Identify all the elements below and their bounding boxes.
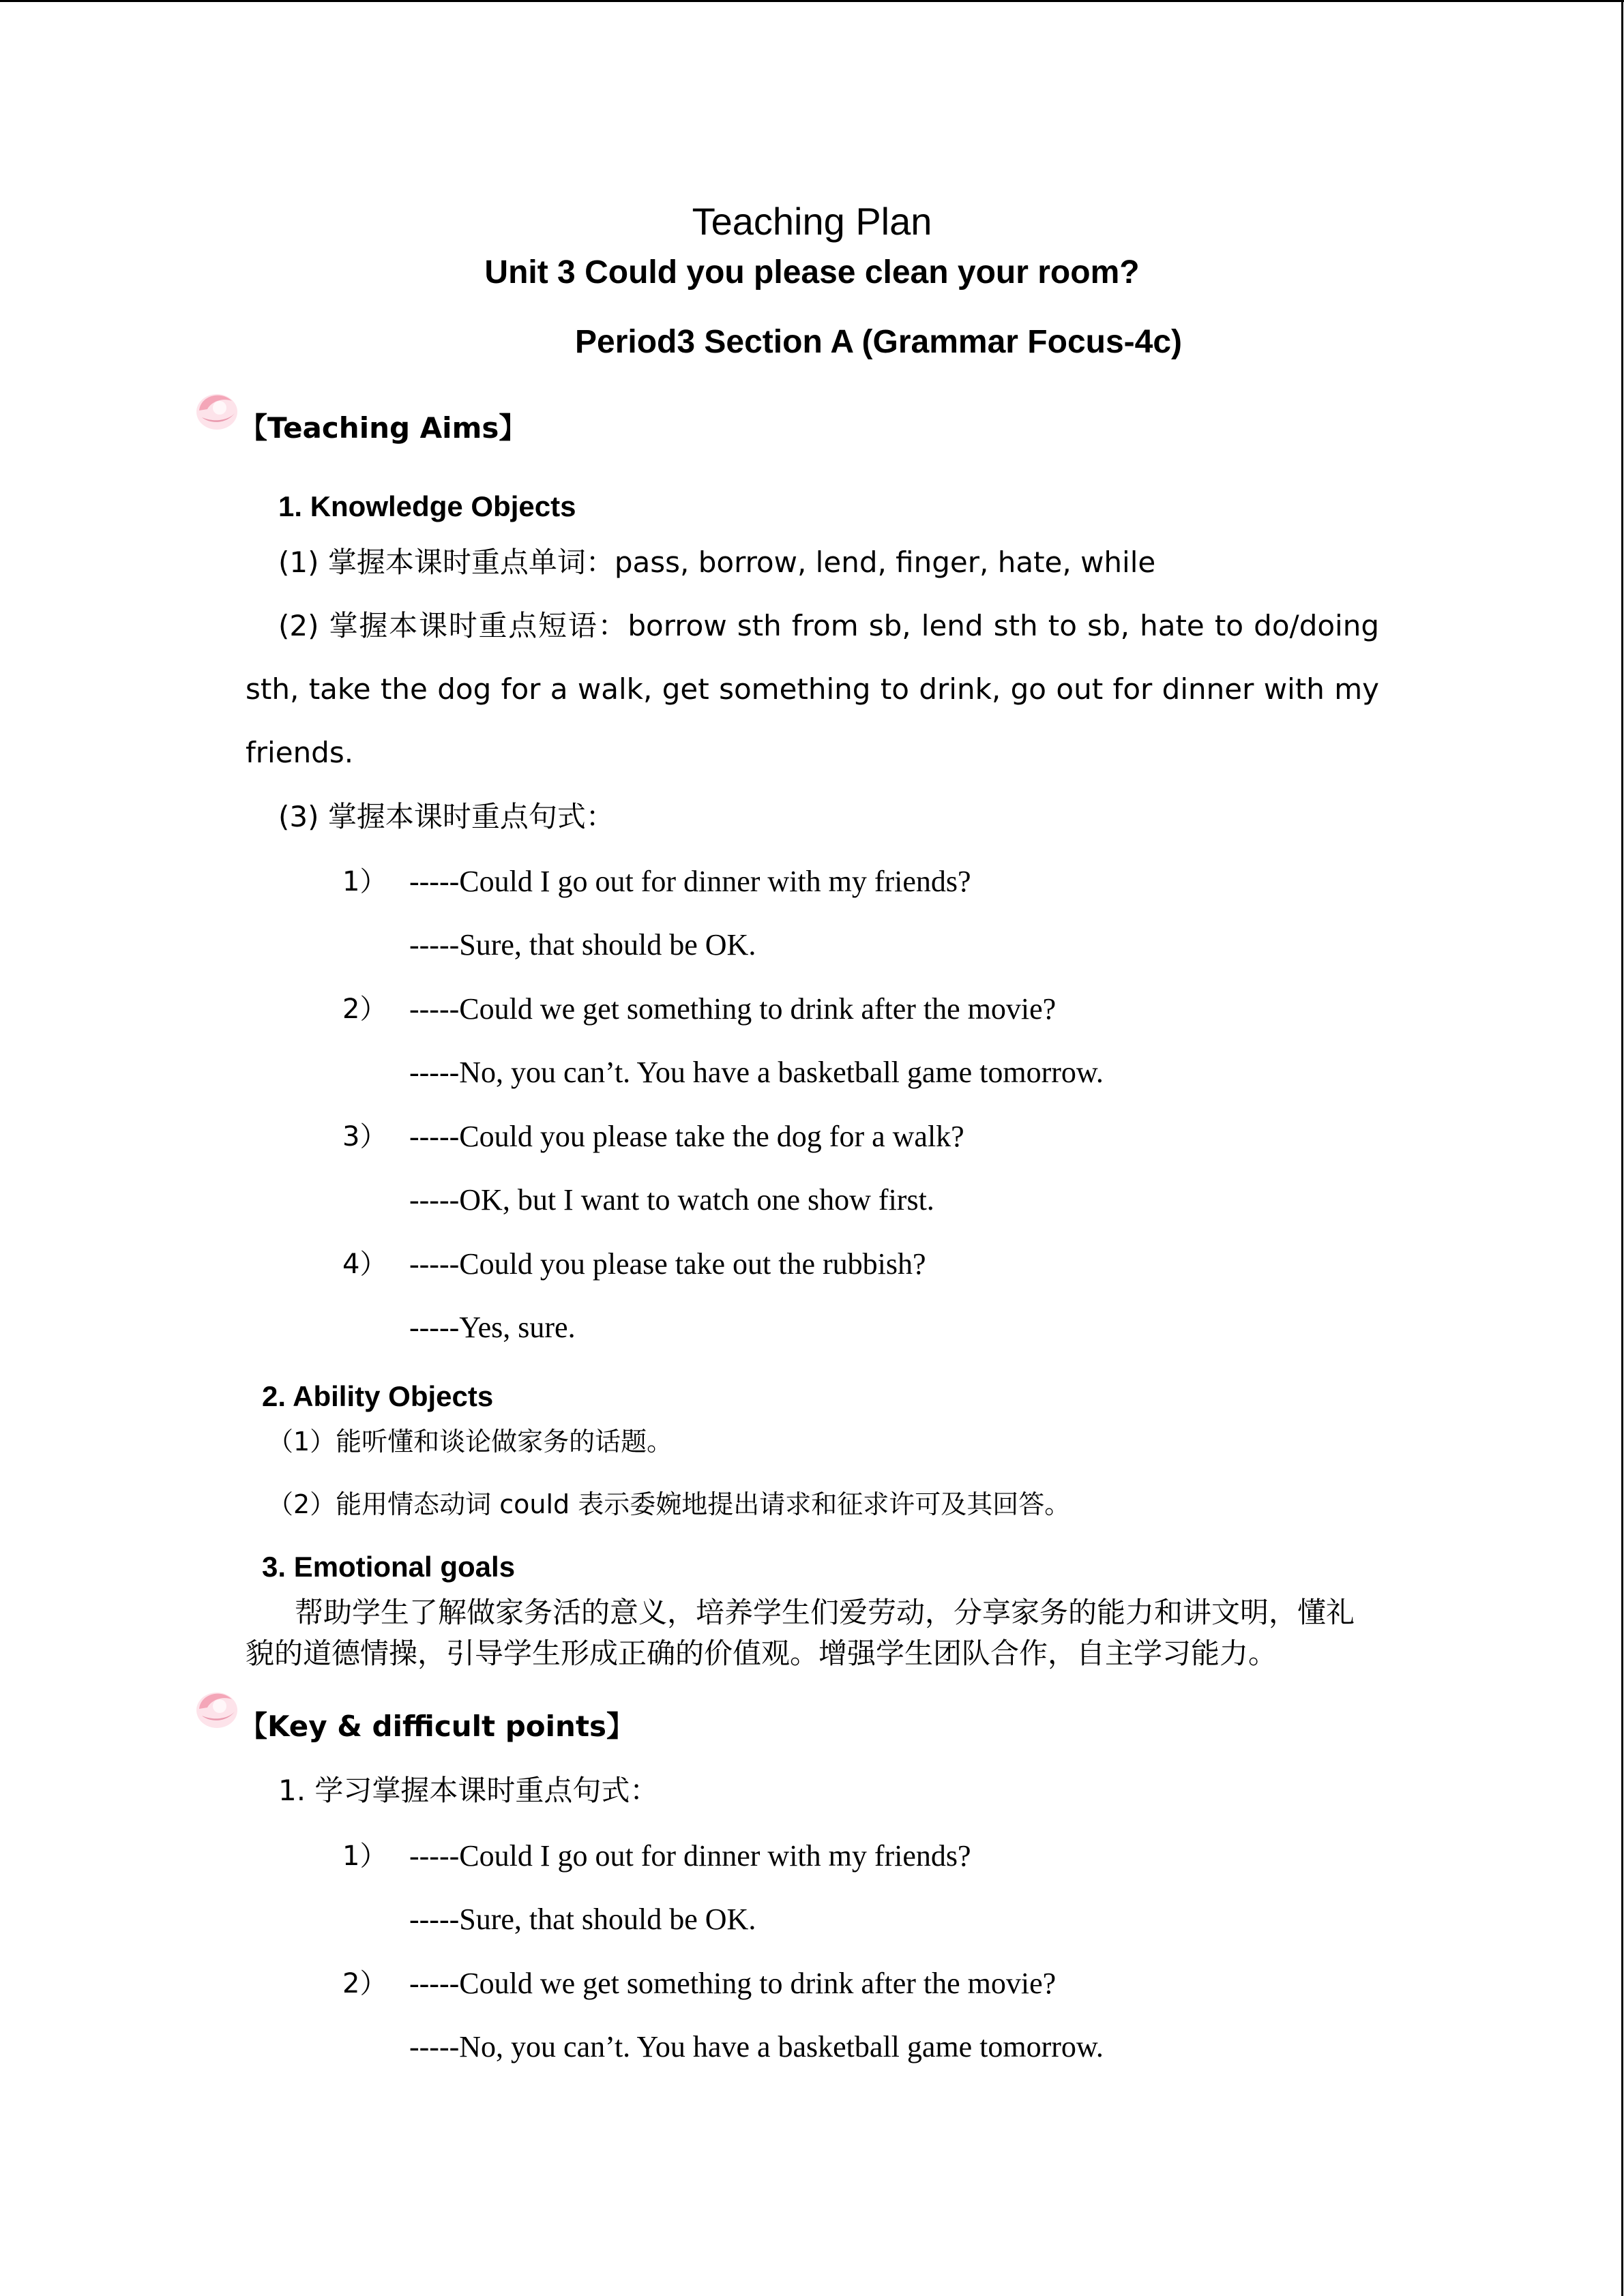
document-title: Teaching Plan xyxy=(692,200,932,243)
knowledge-item-2-line-1: (2) 掌握本课时重点短语：borrow sth from sb, lend sth to sb, hate to do/doing xyxy=(278,609,1379,642)
knowledge-item-2-line-3: friends. xyxy=(246,736,354,769)
dialogue-question: -----Could we get something to drink after the movie? xyxy=(409,1967,1057,2000)
knowledge-item-3: (3) 掌握本课时重点句式： xyxy=(278,800,615,833)
dialogue-question: -----Could I go out for dinner with my friends? xyxy=(409,865,971,898)
dialogue-question: -----Could I go out for dinner with my friends? xyxy=(409,1839,971,1873)
emotional-goals-line-2: 貌的道德情操，引导学生形成正确的价值观。增强学生团队合作，自主学习能力。 xyxy=(246,1637,1278,1670)
blossom-bullet-icon xyxy=(190,1682,244,1736)
dialogue-answer: -----No, you can’t. You have a basketball game tomorrow. xyxy=(409,1056,1104,1089)
dialogue-answer: -----Sure, that should be OK. xyxy=(409,928,756,961)
knowledge-item-1: (1) 掌握本课时重点单词：pass, borrow, lend, finger, hate, while xyxy=(278,546,1156,579)
emotional-goals-heading: 3. Emotional goals xyxy=(262,1551,516,1583)
dialogue-number: 2） xyxy=(342,1968,387,1999)
emotional-goals-line-1: 帮助学生了解做家务活的意义，培养学生们爱劳动，分享家务的能力和讲文明，懂礼 xyxy=(295,1596,1355,1629)
unit-subtitle: Unit 3 Could you please clean your room? xyxy=(484,254,1140,290)
dialogue-number: 3） xyxy=(342,1121,387,1152)
ability-item-1: （1）能听懂和谈论做家务的话题。 xyxy=(267,1427,673,1457)
dialogue-number: 4） xyxy=(342,1249,387,1280)
dialogue-number: 1） xyxy=(342,1840,387,1872)
dialogue-question: -----Could we get something to drink after the movie? xyxy=(409,992,1057,1026)
dialogue-question: -----Could you please take the dog for a walk? xyxy=(409,1120,964,1153)
ability-item-2: （2）能用情态动词 could 表示委婉地提出请求和征求许可及其回答。 xyxy=(267,1489,1071,1519)
blossom-bullet-icon xyxy=(190,383,244,438)
dialogue-answer: -----Sure, that should be OK. xyxy=(409,1903,756,1936)
dialogue-number: 2） xyxy=(342,994,387,1025)
key-points-heading: 【Key & difficult points】 xyxy=(239,1710,636,1743)
dialogue-number: 1） xyxy=(342,866,387,897)
page-right-border xyxy=(1621,0,1623,2296)
dialogue-answer: -----No, you can’t. You have a basketball game tomorrow. xyxy=(409,2030,1104,2063)
ability-objects-heading: 2. Ability Objects xyxy=(262,1380,494,1412)
period-heading: Period3 Section A (Grammar Focus-4c) xyxy=(575,324,1183,360)
key-points-item-1: 1. 学习掌握本课时重点句式： xyxy=(278,1774,659,1807)
dialogue-answer: -----Yes, sure. xyxy=(409,1311,576,1344)
teaching-aims-heading: 【Teaching Aims】 xyxy=(239,411,528,445)
dialogue-answer: -----OK, but I want to watch one show first. xyxy=(409,1183,934,1217)
page-top-border xyxy=(0,0,1624,2)
knowledge-item-2-line-2: sth, take the dog for a walk, get something to drink, go out for dinner with my xyxy=(246,672,1379,706)
dialogue-question: -----Could you please take out the rubbish? xyxy=(409,1247,926,1281)
knowledge-objects-heading: 1. Knowledge Objects xyxy=(278,490,576,522)
